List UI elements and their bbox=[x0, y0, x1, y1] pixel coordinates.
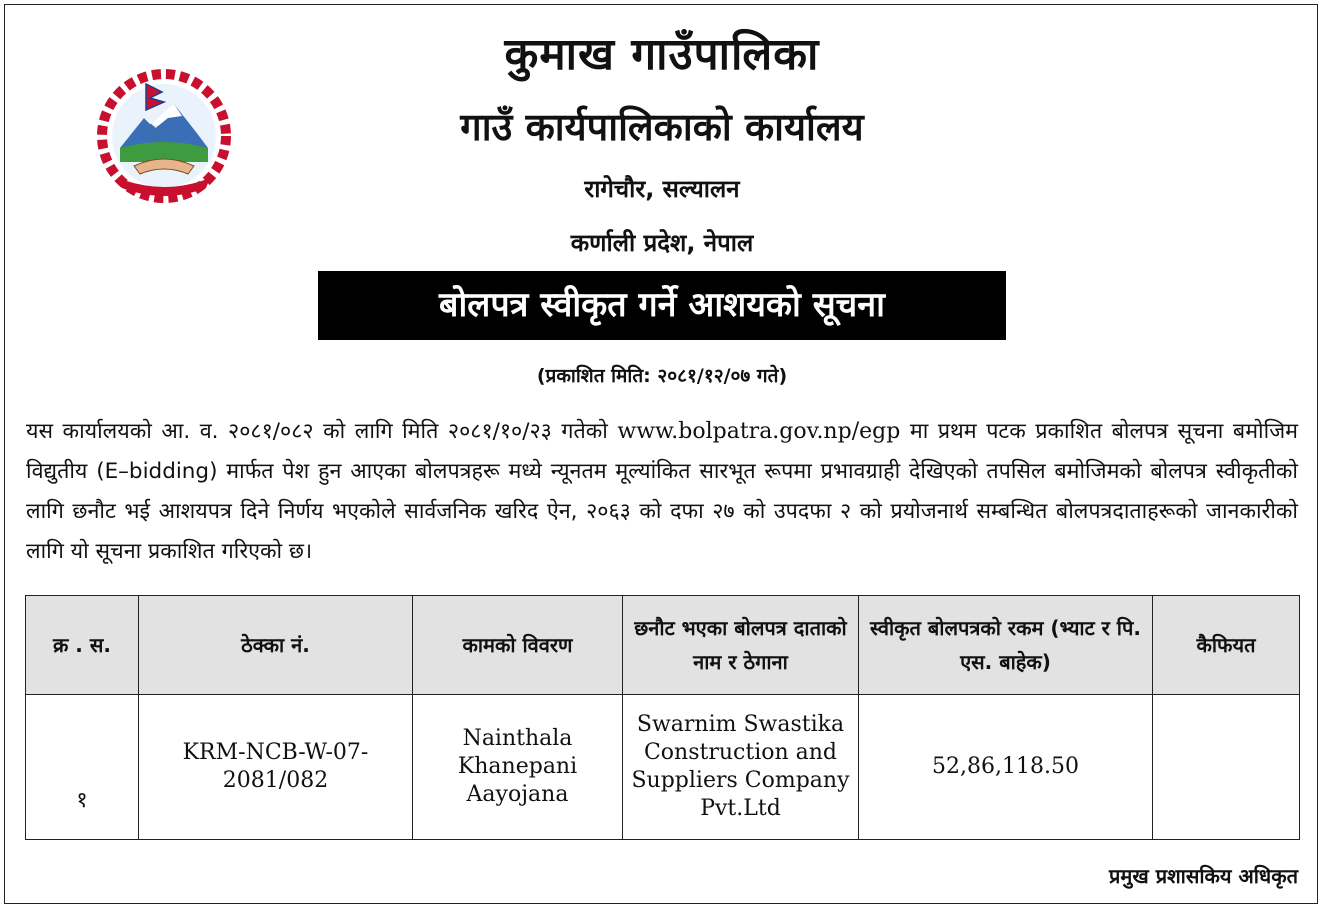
cell-work-description: Nainthala Khanepani Aayojana bbox=[413, 695, 623, 840]
cell-selected-bidder: Swarnim Swastika Construction and Suppliers Company Pvt.Ltd bbox=[623, 695, 859, 840]
cell-remarks bbox=[1153, 695, 1300, 840]
address-line-1: रागेचौर, सल्यालन bbox=[584, 175, 740, 203]
signatory-title: प्रमुख प्रशासकिय अधिकृत bbox=[1109, 864, 1298, 888]
notice-body-text-start: यस कार्यालयको आ. व. २०८१/०८२ को लागि मिति २०८१/१०/२३ गतेको bbox=[26, 419, 618, 444]
notice-body bbox=[26, 412, 1298, 572]
header-contract-number: ठेक्का नं. bbox=[139, 596, 413, 695]
header-work-description: कामको विवरण bbox=[413, 596, 623, 695]
municipality-name: कुमाख गाउँपालिका bbox=[504, 29, 820, 80]
office-name: गाउँ कार्यपालिकाको कार्यालय bbox=[460, 105, 864, 149]
header-remarks: कैफियत bbox=[1153, 596, 1300, 695]
table-header-row bbox=[26, 596, 1300, 695]
published-date: (प्रकाशित मिति: २०८१/१२/०७ गते) bbox=[536, 365, 788, 387]
award-table bbox=[25, 595, 1300, 840]
cell-approved-amount: 52,86,118.50 bbox=[859, 695, 1153, 840]
cell-serial-number: १ bbox=[26, 695, 139, 840]
header-selected-bidder: छनौट भएका बोलपत्र दाताको नाम र ठेगाना bbox=[623, 596, 859, 695]
table-row bbox=[26, 695, 1300, 840]
cell-contract-number: KRM-NCB-W-07-2081/082 bbox=[139, 695, 413, 840]
header-approved-amount: स्वीकृत बोलपत्रको रकम (भ्याट र पि. एस. बाहेक) bbox=[859, 596, 1153, 695]
address-line-2: कर्णाली प्रदेश, नेपाल bbox=[570, 229, 754, 257]
header-serial-number: क्र . स. bbox=[26, 596, 139, 695]
notice-body-text-end: मा प्रथम पटक प्रकाशित बोलपत्र सूचना बमोजिम विद्युतीय (E–bidding) मार्फत पेश हुन आएका बोलपत्रहरू मध्ये न्यूनतम मूल्यांकित सारभूत रूपमा प्रभावग्राही देखिएको तपसिल बमोजिमको बोलपत्र स्वीकृतीको लागि छनौट भई आशयपत्र दिने निर्णय भएकोले सार्वजनिक खरिद ऐन, २०६३ को दफा २७ को उपदफा २ को प्रयोजनार्थ सम्बन्धित बोलपत्रदाताहरूको जानकारीको लागि यो सूचना प्रकाशित गरिएको छ। bbox=[26, 419, 1298, 564]
bolpatra-url[interactable]: www.bolpatra.gov.np/egp bbox=[617, 419, 901, 444]
notice-title: बोलपत्र स्वीकृत गर्ने आशयको सूचना bbox=[318, 271, 1006, 340]
